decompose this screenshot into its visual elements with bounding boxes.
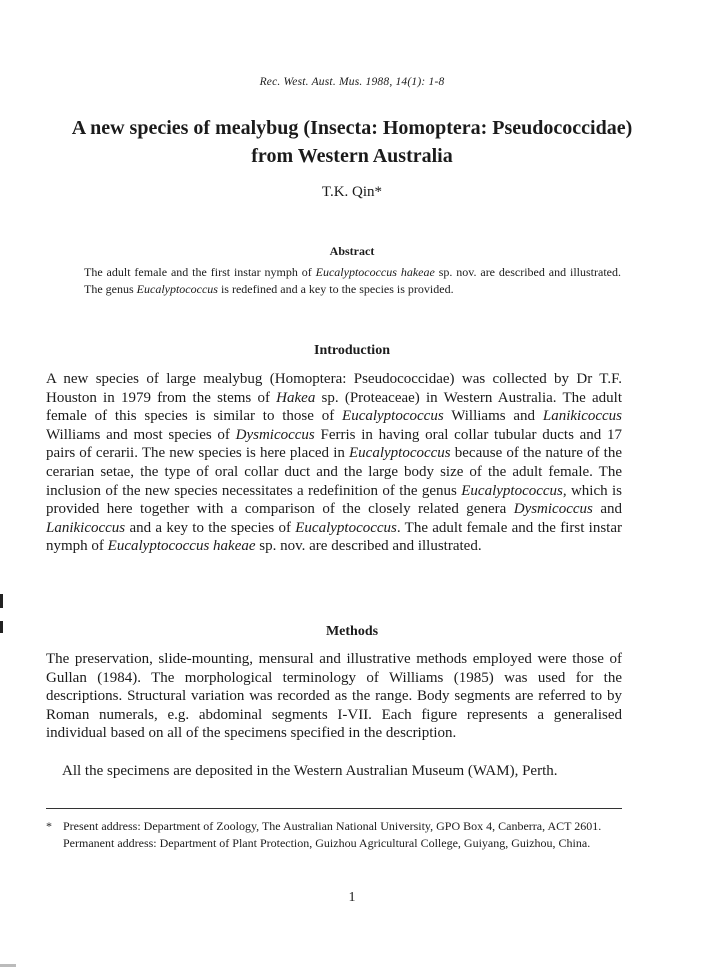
abstract-genus-name: Eucalyptococcus bbox=[136, 281, 218, 296]
intro-text-run: , which is provided here together with a comparison of the closely related genera bbox=[46, 482, 622, 518]
intro-text-run: Williams and bbox=[443, 408, 543, 425]
intro-text-run: . The adult female and the first instar nymph of bbox=[46, 519, 622, 555]
intro-taxon-name: Dysmicoccus bbox=[513, 501, 593, 518]
footnote-line-2: Permanent address: Department of Plant Protection, Guizhou Agricultural College, Guiyang, Guizhou, China. bbox=[63, 835, 591, 850]
introduction-heading: Introduction bbox=[314, 343, 390, 358]
abstract-text-run: sp. nov. are described and illustrated. The genus bbox=[84, 265, 621, 296]
intro-text-run: because of the nature of the cerarian setae, the type of oral collar duct and the large body size of the adult female. The inclusion of the new species necessitates a redefinition of the genus bbox=[46, 445, 622, 499]
intro-taxon-name: Eucalyptococcus bbox=[349, 445, 451, 462]
footnote-mark: * bbox=[46, 819, 52, 833]
journal-citation: Rec. West. Aust. Mus. 1988, 14(1): 1-8 bbox=[259, 76, 445, 88]
paper-title: A new species of mealybug (Insecta: Homoptera: Pseudococcidae) from Western Australia bbox=[71, 117, 633, 167]
introduction-paragraph bbox=[46, 370, 622, 556]
intro-taxon-name: Eucalyptococcus bbox=[342, 408, 444, 425]
methods-paragraph-2: All the specimens are deposited in the Western Australian Museum (WAM), Perth. bbox=[62, 763, 558, 779]
intro-taxon-name: Eucalyptococcus bbox=[295, 519, 397, 536]
intro-text-run: Williams and most species of bbox=[46, 426, 236, 443]
intro-text-run: A new species of large mealybug (Homoptera: Pseudococcidae) was collected by Dr T.F. Houston in 1979 from the stems of bbox=[46, 371, 622, 406]
intro-taxon-name: Hakea bbox=[276, 389, 316, 406]
intro-text-run: Ferris in having oral collar tubular ducts and 17 pairs of cerarii. The new species is here placed in bbox=[46, 426, 622, 462]
abstract-text-run: The adult female and the first instar nymph of bbox=[84, 265, 316, 279]
author-name: T.K. Qin* bbox=[321, 184, 383, 200]
footnote-rule bbox=[46, 808, 622, 809]
abstract-species-name: Eucalyptococcus hakeae bbox=[315, 265, 435, 279]
scan-edge-mark bbox=[0, 621, 3, 633]
footnote-present-address bbox=[46, 818, 622, 835]
intro-text-run: sp. nov. are described and illustrated. bbox=[255, 538, 482, 555]
intro-taxon-name: Dysmicoccus bbox=[235, 426, 315, 443]
footnote-line-1: Present address: Department of Zoology, The Australian National University, GPO Box 4, Canberra, ACT 2601. bbox=[63, 819, 602, 833]
intro-text-run: and bbox=[592, 501, 622, 518]
scan-edge-mark bbox=[0, 594, 3, 608]
abstract-text-run: is redefined and a key to the species is provided. bbox=[217, 281, 454, 296]
methods-heading: Methods bbox=[325, 624, 379, 639]
intro-taxon-name: Lanikicoccus bbox=[46, 519, 126, 536]
intro-text-run: sp. (Proteaceae) in Western Australia. The adult female of this species is similar to those of bbox=[46, 389, 622, 425]
scan-corner-mark bbox=[0, 964, 16, 967]
intro-text-run: and a key to the species of bbox=[125, 519, 296, 536]
page-number: 1 bbox=[348, 890, 356, 905]
methods-paragraph-1: The preservation, slide-mounting, mensural and illustrative methods employed were those of Gullan (1984). The morphological terminology of Williams (1985) was used for the descriptions. Structural variation was recorded as the range. Body segments are referred to by Roman numerals, e.g. abdominal segments I-VII. Each figure represents a generalised individual based on all of the specimens specified in the description. bbox=[46, 651, 622, 742]
abstract-body bbox=[84, 264, 621, 297]
footnote bbox=[46, 818, 622, 851]
intro-taxon-name: Eucalyptococcus hakeae bbox=[107, 538, 256, 555]
abstract-heading: Abstract bbox=[329, 244, 375, 258]
intro-taxon-name: Lanikicoccus bbox=[542, 408, 623, 425]
intro-taxon-name: Eucalyptococcus bbox=[461, 482, 563, 499]
